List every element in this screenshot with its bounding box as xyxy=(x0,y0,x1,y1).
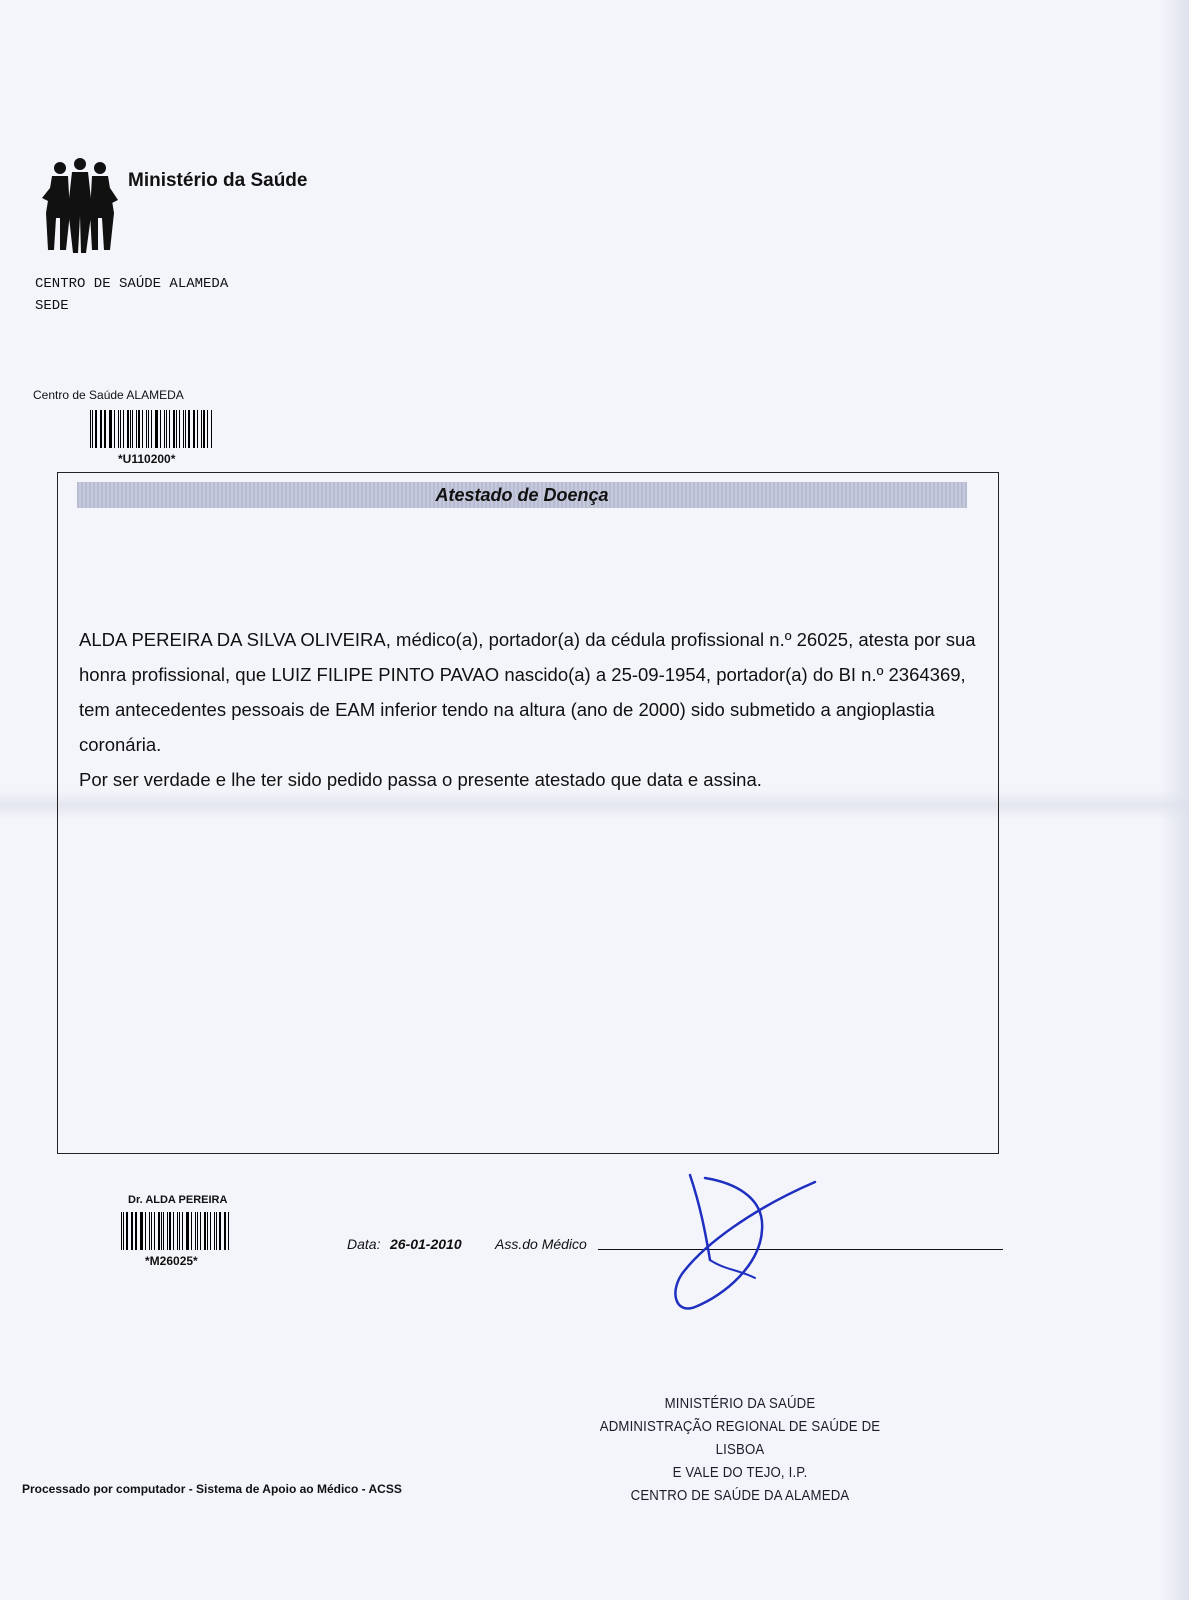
barcode-bar xyxy=(151,410,152,448)
footer-note: Processado por computador - Sistema de Apoio ao Médico - ACSS xyxy=(22,1482,402,1496)
barcode-bar xyxy=(127,410,129,448)
barcode-bar xyxy=(163,1212,164,1250)
barcode-bar xyxy=(188,410,190,448)
barcode-bar xyxy=(191,1212,192,1250)
barcode-bar xyxy=(200,1212,201,1250)
barcode-bar xyxy=(120,410,121,448)
barcode-bar xyxy=(136,410,137,448)
stamp-line-1: MINISTÉRIO DA SAÚDE xyxy=(664,1395,816,1412)
barcode-bar xyxy=(194,410,195,448)
barcode-bar xyxy=(219,1212,221,1250)
barcode-bar xyxy=(169,410,170,448)
barcode-bar xyxy=(148,410,149,448)
barcode-bar xyxy=(101,410,102,448)
ministry-name: Ministério da Saúde xyxy=(128,170,308,191)
certificate-statement: ALDA PEREIRA DA SILVA OLIVEIRA, médico(a), portador(a) da cédula profissional n.º 26025, atesta por sua honra profissional, que LUIZ FILIPE PINTO PAVAO nascido(a) a 25-09-1954, portador(a) do BI n.º 2364369, tem antecedentes pessoais de EAM inferior tendo na altura (ano de 2000) sido submetido a angioplastia coronária. xyxy=(79,629,976,755)
barcode-bar xyxy=(177,1212,178,1250)
barcode-bar xyxy=(151,1212,152,1250)
barcode-bar xyxy=(132,410,133,448)
barcode-bar xyxy=(228,1212,229,1250)
barcode-bar xyxy=(203,410,205,448)
barcode-bar xyxy=(186,1212,187,1250)
barcode-bar xyxy=(154,1212,155,1250)
barcode-bar xyxy=(207,1212,208,1250)
barcode-bar xyxy=(201,410,202,448)
barcode-bar xyxy=(95,410,97,448)
stamp-line-4: CENTRO DE SAÚDE DA ALAMEDA xyxy=(630,1487,850,1504)
barcode-bar xyxy=(197,1212,198,1250)
certificate-body xyxy=(79,622,984,797)
health-center-name: CENTRO DE SAÚDE ALAMEDA xyxy=(35,276,229,292)
barcode-bar xyxy=(167,1212,168,1250)
barcode-bar xyxy=(173,410,175,448)
barcode-bar xyxy=(123,410,124,448)
barcode-bar xyxy=(169,1212,171,1250)
title-band xyxy=(77,482,967,508)
barcode-bar xyxy=(140,1212,141,1250)
barcode-bar xyxy=(123,1212,124,1250)
certificate-closing: Por ser verdade e lhe ter sido pedido passa o presente atestado que data e assina. xyxy=(79,769,762,790)
date-value: 26-01-2010 xyxy=(390,1236,462,1252)
certificate-title: Atestado de Doença xyxy=(435,484,609,505)
barcode-bar xyxy=(224,1212,225,1250)
barcode-bar xyxy=(156,410,158,448)
barcode-bar xyxy=(142,410,143,448)
barcode-bar xyxy=(176,410,177,448)
health-center-label: Centro de Saúde ALAMEDA xyxy=(33,388,184,402)
barcode-bar xyxy=(216,1212,217,1250)
health-center-sede: SEDE xyxy=(35,298,69,314)
health-center-barcode xyxy=(90,410,213,448)
signature-label: Ass.do Médico xyxy=(495,1236,587,1252)
barcode-bar xyxy=(114,410,115,448)
stamp-line-2: ADMINISTRAÇÃO REGIONAL DE SAÚDE DE LISBOA xyxy=(599,1418,881,1458)
barcode-bar xyxy=(146,410,147,448)
barcode-bar xyxy=(149,1212,150,1250)
barcode-bar xyxy=(211,410,212,448)
barcode-bar xyxy=(100,410,101,448)
barcode-bar xyxy=(110,410,112,448)
barcode-bar xyxy=(104,410,105,448)
barcode-bar xyxy=(183,410,184,448)
barcode-bar xyxy=(118,410,119,448)
barcode-bar xyxy=(145,1212,146,1250)
barcode-bar xyxy=(164,410,165,448)
date-label: Data: xyxy=(347,1236,381,1252)
barcode-bar xyxy=(131,1212,132,1250)
paper-edge xyxy=(1161,0,1189,1600)
barcode-bar xyxy=(158,1212,160,1250)
barcode-bar xyxy=(92,410,93,448)
barcode-bar xyxy=(195,1212,196,1250)
barcode-bar xyxy=(173,1212,174,1250)
barcode-bar xyxy=(204,1212,206,1250)
doctor-name: Dr. ALDA PEREIRA xyxy=(128,1194,228,1206)
barcode-bar xyxy=(135,1212,136,1250)
barcode-bar xyxy=(166,410,167,448)
barcode-bar xyxy=(126,1212,128,1250)
doctor-signature xyxy=(670,1170,830,1320)
barcode-bar xyxy=(210,1212,211,1250)
barcode-bar xyxy=(179,1212,180,1250)
official-stamp xyxy=(560,1392,920,1507)
stamp-line-3: E VALE DO TEJO, I.P. xyxy=(672,1464,808,1481)
certificate-frame xyxy=(57,472,999,1154)
barcode-bar xyxy=(193,410,194,448)
barcode-bar xyxy=(121,1212,122,1250)
doctor-barcode-text: *M26025* xyxy=(145,1254,198,1268)
barcode-bar xyxy=(187,1212,189,1250)
barcode-bar xyxy=(214,1212,215,1250)
barcode-bar xyxy=(225,1212,226,1250)
barcode-bar xyxy=(161,1212,162,1250)
barcode-bar xyxy=(197,410,198,448)
barcode-bar xyxy=(160,410,161,448)
barcode-bar xyxy=(130,410,131,448)
barcode-bar xyxy=(185,410,186,448)
doctor-barcode xyxy=(121,1212,232,1250)
barcode-bar xyxy=(207,410,208,448)
health-center-barcode-text: *U110200* xyxy=(118,452,176,466)
barcode-bar xyxy=(182,1212,183,1250)
barcode-bar xyxy=(179,410,180,448)
ministry-logo xyxy=(40,158,120,258)
barcode-bar xyxy=(90,410,91,448)
barcode-bar xyxy=(109,410,110,448)
barcode-bar xyxy=(155,410,156,448)
barcode-bar xyxy=(132,1212,133,1250)
barcode-bar xyxy=(138,410,140,448)
barcode-bar xyxy=(141,1212,143,1250)
